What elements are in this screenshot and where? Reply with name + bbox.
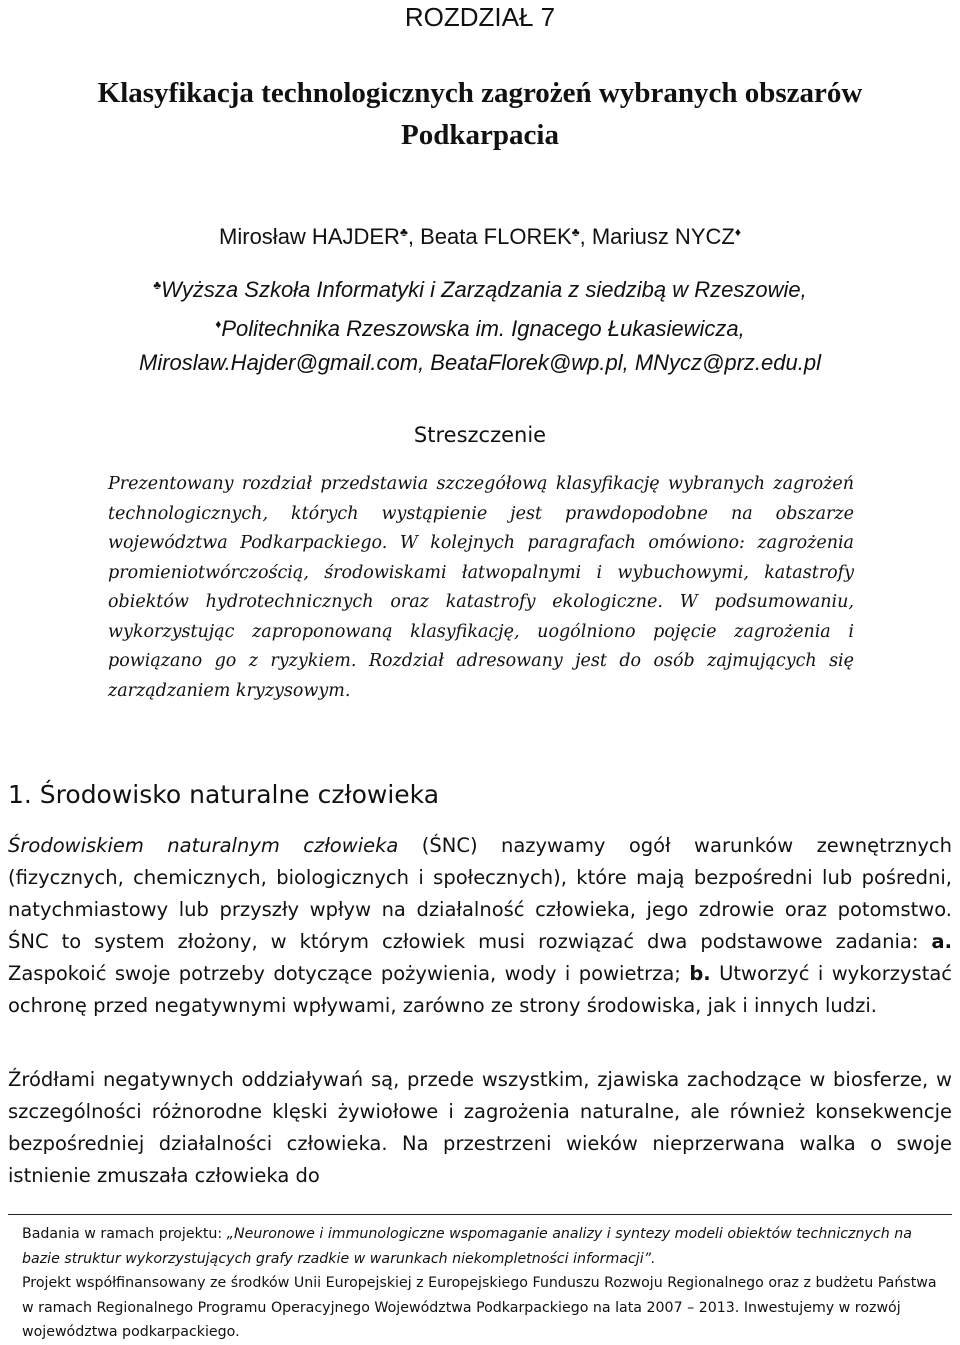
author-emails: Miroslaw.Hajder@gmail.com, BeataFlorek@wp.pl, MNycz@prz.edu.pl — [139, 350, 821, 375]
diamond-mark: ♦ — [734, 225, 741, 239]
paragraph-2: Źródłami negatywnych oddziaływań są, przede wszystkim, zjawiska zachodzące w biosferze, w szczególności różnorodne klęski żywiołowe i zagrożenia naturalne, ale również konsekwencje bezpośredniej działalności człowieka. Na przestrzeni wieków nieprzerwana walka o swoje istnienie zmuszała człowieka do — [8, 1068, 952, 1187]
chapter-title — [10, 72, 950, 156]
footnote-prefix: Badania w ramach projektu: — [22, 1226, 227, 1242]
club-mark: ♣ — [571, 225, 580, 239]
footnote — [22, 1222, 944, 1345]
author-list — [0, 224, 960, 250]
author-nycz: Mariusz NYCZ — [591, 224, 735, 249]
list-label-a: a. — [931, 930, 952, 953]
affiliations — [0, 268, 960, 380]
affiliation-2 — [0, 307, 960, 346]
paragraph-1-text-a: (ŚNC) nazywamy ogół warunków zewnętrznych (fizycznych, chemicznych, biologicznych i społecznych), które mają bezpośredni lub pośredni, natychmiastowy lub przyszły wpływ na działalność człowieka, jego zdrowie oraz potomstwo. ŚNC to system złożony, w którym człowiek musi rozwiązać dwa podstawowe zadania: — [8, 834, 952, 953]
chapter-heading: ROZDZIAŁ 7 — [404, 2, 556, 32]
author-separator: , — [579, 224, 592, 249]
affiliation-1 — [0, 268, 960, 307]
footnote-project-title: „Neuronowe i immunologiczne wspomaganie analizy i syntezy modeli obiektów technicznych na bazie struktur wykorzystujących grafy rzadkie w warunkach niekompletności informacji”. — [22, 1226, 912, 1267]
abstract-text: Prezentowany rozdział przedstawia szczegółową klasyfikację wybranych zagrożeń technologicznych, których wystąpienie jest prawdopodobne na obszarze województwa Podkarpackiego. W kolejnych paragrafach omówiono: zagrożenia promieniotwórczością, środowiskami łatwopalnymi i wybuchowymi, katastrofy obiektów hydrotechnicznych oraz katastrofy ekologiczne. W podsumowaniu, wykorzystując zaproponowaną klasyfikację, uogólniono pojęcie zagrożenia i powiązano go z ryzykiem. Rozdział adresowany jest do osób zajmujących się zarządzaniem kryzysowym. — [108, 474, 854, 701]
paragraph-1 — [8, 830, 952, 1022]
affiliation-1-text: Wyższa Szkoła Informatyki i Zarządzania z siedzibą w Rzeszowie, — [161, 277, 807, 302]
footnote-divider — [8, 1214, 952, 1215]
footnote-funding: Projekt współfinansowany ze środków Unii Europejskiej z Europejskiego Funduszu Rozwoju Regionalnego oraz z budżetu Państwa w ramach Regionalnego Programu Operacyjnego Województwa Podkarpackiego na lata 2007 – 2013. Inwestujemy w rozwój województwa podkarpackiego. — [22, 1275, 937, 1340]
paragraph-1-text-b: Zaspokoić swoje potrzeby dotyczące pożywienia, wody i powietrza; — [8, 962, 690, 985]
abstract-heading: Streszczenie — [413, 423, 547, 447]
section-heading: 1. Środowisko naturalne człowieka — [8, 780, 440, 809]
diamond-mark: ♦ — [215, 317, 222, 331]
paragraph-1-text-c: Utworzyć i wykorzystać ochronę przed negatywnymi wpływami, zarówno ze strony środowiska, jak i innych ludzi. — [8, 962, 953, 1017]
author-florek: Beata FLOREK — [420, 224, 572, 249]
club-mark: ♣ — [153, 278, 162, 292]
list-label-b: b. — [689, 962, 711, 985]
author-hajder: Mirosław HAJDER — [219, 224, 400, 249]
title-line-2: Podkarpacia — [401, 119, 559, 151]
title-line-1: Klasyfikacja technologicznych zagrożeń wybranych obszarów — [97, 77, 863, 109]
author-separator: , — [407, 224, 421, 249]
club-mark: ♣ — [399, 225, 408, 239]
defined-term: Środowiskiem naturalnym człowieka — [8, 834, 399, 857]
affiliation-2-text: Politechnika Rzeszowska im. Ignacego Łukasiewicza, — [221, 316, 745, 341]
